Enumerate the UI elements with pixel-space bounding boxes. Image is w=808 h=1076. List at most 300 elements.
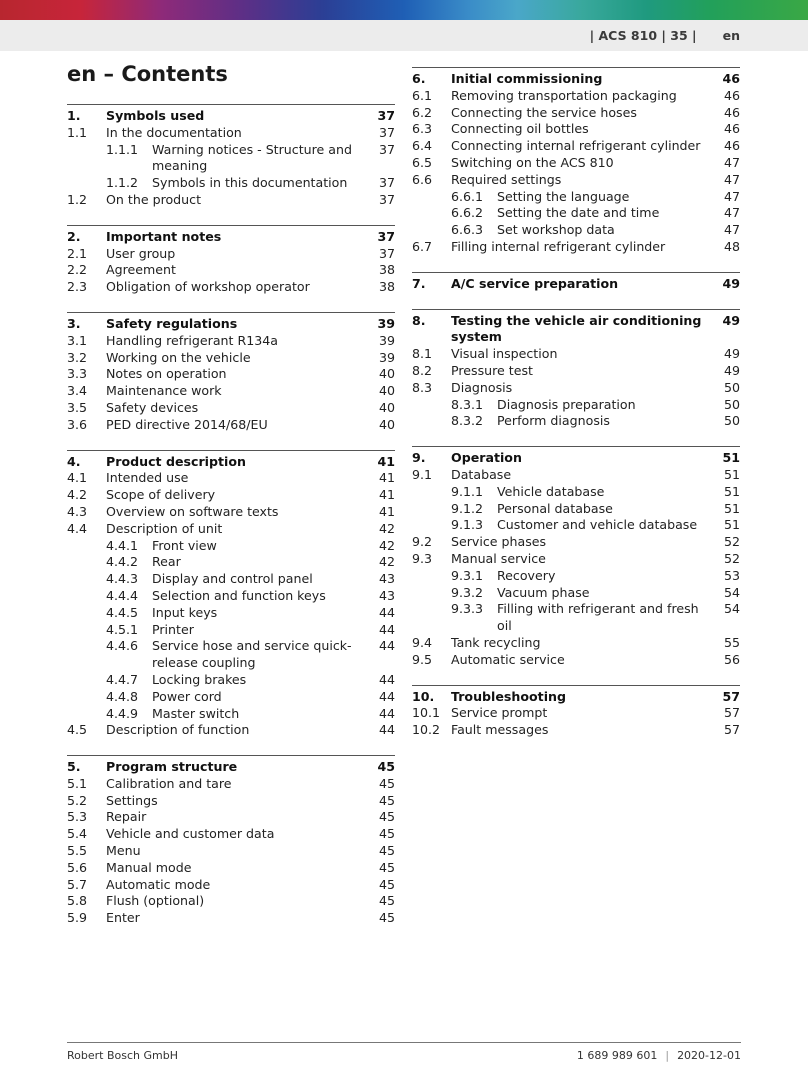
entry-page: 45	[378, 826, 395, 842]
section-number: 2.3	[67, 279, 88, 295]
section-number: 8.3	[412, 379, 433, 395]
section-number: 6.7	[412, 238, 433, 254]
footer-date: 2020-12-01	[677, 1049, 741, 1062]
toc-subsection-row[interactable]	[67, 605, 395, 622]
toc-subsection-row[interactable]	[412, 222, 740, 239]
doc-reference: | ACS 810 | 35 |	[589, 28, 697, 43]
entry-page: 55	[723, 634, 740, 650]
toc-section-row[interactable]	[67, 366, 395, 383]
chapter-number: 2.	[67, 228, 81, 244]
entry-page: 51	[723, 500, 740, 516]
chapter-page: 49	[722, 312, 740, 328]
section-number: 2.2	[67, 262, 88, 278]
toc-subsection-row[interactable]	[412, 568, 740, 585]
entry-title: Manual service	[451, 550, 546, 566]
chapter-title: Safety regulations	[106, 315, 238, 331]
entry-title: Maintenance work	[106, 383, 222, 399]
subsection-number: 8.3.1	[451, 396, 484, 412]
entry-page: 56	[723, 651, 740, 667]
footer-separator: |	[665, 1049, 670, 1062]
section-number: 9.1	[412, 466, 433, 482]
chapter-number: 3.	[67, 315, 81, 331]
chapter-number: 9.	[412, 450, 426, 466]
entry-page: 51	[723, 517, 740, 533]
entry-page: 46	[723, 138, 740, 154]
entry-title: Scope of delivery	[106, 487, 216, 503]
footer-divider	[67, 1042, 741, 1043]
entry-title: Database	[451, 466, 512, 482]
entry-page: 44	[378, 604, 395, 620]
entry-page: 42	[378, 537, 395, 553]
entry-title: Vacuum phase	[497, 584, 590, 600]
entry-title: Master switch	[152, 705, 240, 721]
entry-page: 37	[378, 245, 395, 261]
page-title: en – Contents	[67, 62, 228, 86]
entry-page: 45	[378, 775, 395, 791]
chapter-title: Important notes	[106, 228, 222, 244]
toc-subsection-row[interactable]	[412, 205, 740, 222]
entry-page: 43	[378, 587, 395, 603]
section-number: 10.1	[412, 705, 441, 721]
subsection-number: 4.4.6	[106, 638, 139, 654]
subsection-number: 4.4.7	[106, 671, 139, 687]
chapter-page: 39	[377, 315, 395, 331]
toc-section-row[interactable]	[412, 652, 740, 669]
entry-title: Front view	[152, 537, 217, 553]
toc-subsection-row[interactable]	[412, 189, 740, 206]
subsection-number: 1.1.1	[106, 141, 139, 157]
entry-title: Power cord	[152, 688, 222, 704]
toc-section	[67, 104, 395, 209]
entry-page: 37	[378, 191, 395, 207]
entry-title: Removing transportation packaging	[451, 87, 677, 103]
toc-subsection-row[interactable]	[67, 706, 395, 723]
chapter-title: Testing the vehicle air conditioning system	[451, 312, 702, 345]
entry-title: Repair	[106, 809, 147, 825]
entry-page: 50	[723, 396, 740, 412]
entry-title: Calibration and tare	[106, 775, 232, 791]
entry-page: 46	[723, 104, 740, 120]
entry-title: Flush (optional)	[106, 893, 205, 909]
section-number: 9.5	[412, 651, 433, 667]
section-number: 8.2	[412, 362, 433, 378]
entry-page: 46	[723, 87, 740, 103]
section-number: 6.4	[412, 138, 433, 154]
entry-title: Agreement	[106, 262, 176, 278]
toc-section	[412, 446, 740, 668]
section-number: 4.3	[67, 503, 88, 519]
entry-title: Automatic service	[451, 651, 565, 667]
section-number: 10.2	[412, 722, 441, 738]
toc-subsection-row[interactable]	[412, 585, 740, 602]
toc-section	[412, 685, 740, 739]
entry-page: 46	[723, 121, 740, 137]
entry-title: Customer and vehicle database	[497, 517, 698, 533]
entry-page: 52	[723, 550, 740, 566]
section-number: 8.1	[412, 346, 433, 362]
toc-section-row[interactable]	[67, 125, 395, 142]
entry-page: 41	[378, 503, 395, 519]
entry-page: 51	[723, 466, 740, 482]
entry-page: 47	[723, 205, 740, 221]
section-number: 5.5	[67, 843, 88, 859]
toc-section-row[interactable]	[412, 551, 740, 568]
entry-page: 38	[378, 279, 395, 295]
toc-subsection-row[interactable]	[67, 554, 395, 571]
toc-section-row[interactable]	[412, 172, 740, 189]
section-number: 6.3	[412, 121, 433, 137]
toc-section-row[interactable]	[412, 705, 740, 722]
section-number: 4.2	[67, 487, 88, 503]
toc-chapter-row[interactable]	[412, 689, 740, 706]
chapter-title: Symbols used	[106, 108, 205, 123]
entry-title: Filling with refrigerant and fresh oil	[497, 601, 699, 634]
toc-subsection-row[interactable]	[412, 484, 740, 501]
entry-page: 45	[378, 843, 395, 859]
entry-page: 47	[723, 171, 740, 187]
entry-title: Setting the language	[497, 188, 630, 204]
toc-section-row[interactable]	[67, 793, 395, 810]
toc-section-row[interactable]	[412, 380, 740, 397]
entry-title: Service hose and service quick-release coupling	[152, 638, 352, 671]
footer-company: Robert Bosch GmbH	[67, 1049, 178, 1062]
section-number: 1.1	[67, 124, 88, 140]
toc-chapter-row[interactable]	[67, 229, 395, 246]
entry-title: PED directive 2014/68/EU	[106, 416, 268, 432]
toc-section-row[interactable]	[67, 826, 395, 843]
toc-section-row[interactable]	[67, 400, 395, 417]
entry-title: Safety devices	[106, 399, 199, 415]
toc-subsection-row[interactable]	[412, 397, 740, 414]
toc-section-row[interactable]	[412, 363, 740, 380]
toc-section	[412, 272, 740, 293]
entry-title: Personal database	[497, 500, 613, 516]
chapter-number: 1.	[67, 108, 81, 123]
subsection-number: 4.4.3	[106, 571, 139, 587]
toc-section-row[interactable]	[67, 333, 395, 350]
toc-section-row[interactable]	[412, 239, 740, 256]
entry-page: 37	[378, 175, 395, 191]
toc-section-row[interactable]	[412, 121, 740, 138]
entry-title: Settings	[106, 792, 158, 808]
entry-title: Locking brakes	[152, 671, 247, 687]
entry-page: 57	[723, 705, 740, 721]
toc-section-row[interactable]	[412, 155, 740, 172]
section-number: 5.2	[67, 792, 88, 808]
toc-section-row[interactable]	[412, 467, 740, 484]
section-number: 3.2	[67, 349, 88, 365]
toc-section-row[interactable]	[67, 470, 395, 487]
section-number: 3.1	[67, 332, 88, 348]
subsection-number: 4.4.4	[106, 587, 139, 603]
toc-section	[67, 450, 395, 740]
toc-section-row[interactable]	[67, 262, 395, 279]
entry-title: Service prompt	[451, 705, 548, 721]
entry-page: 47	[723, 222, 740, 238]
section-number: 3.6	[67, 416, 88, 432]
toc-chapter-row[interactable]	[412, 276, 740, 293]
toc-section	[412, 67, 740, 256]
toc-section-row[interactable]	[67, 893, 395, 910]
chapter-page: 45	[377, 759, 395, 775]
chapter-number: 8.	[412, 312, 426, 328]
entry-page: 44	[378, 621, 395, 637]
chapter-title: Operation	[451, 450, 522, 466]
entry-title: Display and control panel	[152, 571, 313, 587]
chapter-title: Program structure	[106, 759, 238, 775]
section-number: 5.4	[67, 826, 88, 842]
entry-title: Handling refrigerant R134a	[106, 332, 278, 348]
subsection-number: 9.3.3	[451, 601, 484, 617]
entry-page: 48	[723, 238, 740, 254]
toc-section-row[interactable]	[67, 860, 395, 877]
toc-chapter-row[interactable]	[67, 108, 395, 125]
subsection-number: 6.6.2	[451, 205, 484, 221]
toc-chapter-row[interactable]	[67, 316, 395, 333]
toc-section	[67, 225, 395, 296]
toc-section-row[interactable]	[67, 877, 395, 894]
toc-section-row[interactable]	[67, 910, 395, 927]
section-number: 9.3	[412, 550, 433, 566]
entry-title: Rear	[152, 554, 181, 570]
footer-meta	[577, 1049, 741, 1062]
chapter-number: 4.	[67, 453, 81, 469]
toc-section-row[interactable]	[67, 487, 395, 504]
entry-title: In the documentation	[106, 124, 242, 140]
entry-page: 50	[723, 413, 740, 429]
entry-title: Notes on operation	[106, 366, 227, 382]
entry-page: 44	[378, 705, 395, 721]
toc-section-row[interactable]	[67, 417, 395, 434]
toc-column-right	[412, 67, 740, 755]
toc-subsection-row[interactable]	[412, 413, 740, 430]
toc-section-row[interactable]	[67, 843, 395, 860]
entry-page: 40	[378, 399, 395, 415]
subsection-number: 4.4.8	[106, 688, 139, 704]
chapter-page: 41	[377, 453, 395, 469]
toc-section-row[interactable]	[412, 138, 740, 155]
entry-page: 47	[723, 154, 740, 170]
entry-page: 49	[723, 362, 740, 378]
entry-title: Description of unit	[106, 520, 223, 536]
section-number: 5.6	[67, 859, 88, 875]
entry-page: 53	[723, 567, 740, 583]
entry-page: 40	[378, 416, 395, 432]
toc-subsection-row[interactable]	[412, 517, 740, 534]
chapter-number: 5.	[67, 759, 81, 775]
entry-title: Overview on software texts	[106, 503, 279, 519]
entry-title: Obligation of workshop operator	[106, 279, 310, 295]
entry-title: On the product	[106, 191, 202, 207]
toc-section-row[interactable]	[67, 776, 395, 793]
entry-title: Visual inspection	[451, 346, 558, 362]
page-header	[590, 28, 740, 43]
entry-page: 45	[378, 809, 395, 825]
toc-chapter-row[interactable]	[67, 759, 395, 776]
section-number: 4.5	[67, 722, 88, 738]
entry-title: Menu	[106, 843, 141, 859]
chapter-page: 49	[722, 275, 740, 291]
toc-subsection-row[interactable]	[67, 588, 395, 605]
section-number: 5.7	[67, 876, 88, 892]
subsection-number: 4.4.9	[106, 705, 139, 721]
toc-section-row[interactable]	[67, 383, 395, 400]
toc-chapter-row[interactable]	[412, 450, 740, 467]
toc-subsection-row[interactable]	[412, 601, 740, 635]
entry-page: 45	[378, 859, 395, 875]
entry-page: 49	[723, 346, 740, 362]
chapter-page: 57	[722, 688, 740, 704]
subsection-number: 4.4.2	[106, 554, 139, 570]
entry-page: 45	[378, 876, 395, 892]
toc-section-row[interactable]	[412, 722, 740, 739]
entry-title: Symbols in this documentation	[152, 175, 348, 191]
section-number: 6.6	[412, 171, 433, 187]
subsection-number: 9.3.1	[451, 567, 484, 583]
chapter-title: Troubleshooting	[451, 688, 566, 704]
chapter-number: 10.	[412, 688, 435, 704]
subsection-number: 9.1.3	[451, 517, 484, 533]
entry-page: 40	[378, 366, 395, 382]
toc-subsection-row[interactable]	[67, 638, 395, 672]
toc-section-row[interactable]	[412, 534, 740, 551]
entry-title: Selection and function keys	[152, 587, 326, 603]
section-number: 5.3	[67, 809, 88, 825]
entry-title: Set workshop data	[497, 222, 615, 238]
toc-chapter-row[interactable]	[67, 454, 395, 471]
toc-chapter-row[interactable]	[412, 71, 740, 88]
entry-title: Service phases	[451, 534, 547, 550]
chapter-title: Product description	[106, 453, 246, 469]
section-number: 1.2	[67, 191, 88, 207]
section-number: 4.1	[67, 470, 88, 486]
entry-page: 51	[723, 483, 740, 499]
toc-subsection-row[interactable]	[67, 175, 395, 192]
toc-section	[67, 312, 395, 434]
toc-subsection-row[interactable]	[67, 571, 395, 588]
entry-title: Automatic mode	[106, 876, 211, 892]
toc-section-row[interactable]	[412, 635, 740, 652]
entry-page: 39	[378, 349, 395, 365]
entry-page: 44	[378, 688, 395, 704]
section-number: 5.8	[67, 893, 88, 909]
section-number: 2.1	[67, 245, 88, 261]
entry-title: Vehicle and customer data	[106, 826, 275, 842]
entry-page: 47	[723, 188, 740, 204]
entry-title: Fault messages	[451, 722, 549, 738]
toc-subsection-row[interactable]	[67, 538, 395, 555]
entry-page: 41	[378, 487, 395, 503]
chapter-page: 37	[377, 108, 395, 123]
toc-subsection-row[interactable]	[67, 672, 395, 689]
toc-section-row[interactable]	[67, 521, 395, 538]
toc-chapter-row[interactable]	[412, 313, 740, 347]
toc-section-row[interactable]	[412, 88, 740, 105]
toc-section-row[interactable]	[67, 279, 395, 296]
toc-subsection-row[interactable]	[412, 501, 740, 518]
section-number: 6.5	[412, 154, 433, 170]
brand-color-stripe	[0, 0, 808, 20]
toc-section	[67, 755, 395, 927]
entry-title: Intended use	[106, 470, 189, 486]
entry-title: Pressure test	[451, 362, 533, 378]
entry-title: Required settings	[451, 171, 562, 187]
toc-section-row[interactable]	[67, 246, 395, 263]
entry-page: 37	[378, 124, 395, 140]
entry-page: 43	[378, 571, 395, 587]
entry-title: Working on the vehicle	[106, 349, 251, 365]
toc-section-row[interactable]	[412, 105, 740, 122]
entry-title: Switching on the ACS 810	[451, 154, 614, 170]
subsection-number: 9.3.2	[451, 584, 484, 600]
toc-section-row[interactable]	[412, 346, 740, 363]
toc-section-row[interactable]	[67, 192, 395, 209]
section-number: 3.3	[67, 366, 88, 382]
entry-page: 44	[378, 638, 395, 654]
section-number: 6.2	[412, 104, 433, 120]
entry-page: 39	[378, 332, 395, 348]
entry-title: Connecting oil bottles	[451, 121, 589, 137]
entry-title: Filling internal refrigerant cylinder	[451, 238, 666, 254]
entry-title: Perform diagnosis	[497, 413, 610, 429]
toc-section-row[interactable]	[67, 722, 395, 739]
entry-title: Setting the date and time	[497, 205, 660, 221]
subsection-number: 6.6.1	[451, 188, 484, 204]
toc-subsection-row[interactable]	[67, 142, 395, 176]
chapter-page: 51	[722, 450, 740, 466]
subsection-number: 6.6.3	[451, 222, 484, 238]
chapter-number: 6.	[412, 71, 426, 86]
language-code: en	[722, 28, 740, 43]
entry-page: 40	[378, 383, 395, 399]
entry-title: Tank recycling	[451, 634, 541, 650]
toc-column-left	[67, 104, 395, 943]
toc-section	[412, 309, 740, 431]
subsection-number: 1.1.2	[106, 175, 139, 191]
footer-doc-number: 1 689 989 601	[576, 1049, 658, 1062]
subsection-number: 4.4.5	[106, 604, 139, 620]
section-number: 9.2	[412, 534, 433, 550]
section-number: 5.1	[67, 775, 88, 791]
entry-page: 42	[378, 520, 395, 536]
entry-title: Recovery	[497, 567, 556, 583]
entry-title: Enter	[106, 910, 140, 926]
entry-title: Connecting the service hoses	[451, 104, 637, 120]
chapter-title: A/C service preparation	[451, 275, 619, 291]
entry-page: 52	[723, 534, 740, 550]
entry-page: 54	[723, 584, 740, 600]
section-number: 5.9	[67, 910, 88, 926]
entry-page: 44	[378, 722, 395, 738]
entry-title: Diagnosis	[451, 379, 513, 395]
chapter-page: 37	[377, 228, 395, 244]
section-number: 9.4	[412, 634, 433, 650]
entry-page: 38	[378, 262, 395, 278]
toc-section-row[interactable]	[67, 350, 395, 367]
entry-page: 42	[378, 554, 395, 570]
toc-section-row[interactable]	[67, 504, 395, 521]
toc-subsection-row[interactable]	[67, 622, 395, 639]
entry-title: Vehicle database	[497, 483, 605, 499]
toc-subsection-row[interactable]	[67, 689, 395, 706]
entry-title: Description of function	[106, 722, 250, 738]
subsection-number: 8.3.2	[451, 413, 484, 429]
subsection-number: 9.1.1	[451, 483, 484, 499]
toc-section-row[interactable]	[67, 809, 395, 826]
entry-page: 54	[723, 601, 740, 617]
chapter-number: 7.	[412, 275, 426, 291]
chapter-page: 46	[722, 71, 740, 86]
